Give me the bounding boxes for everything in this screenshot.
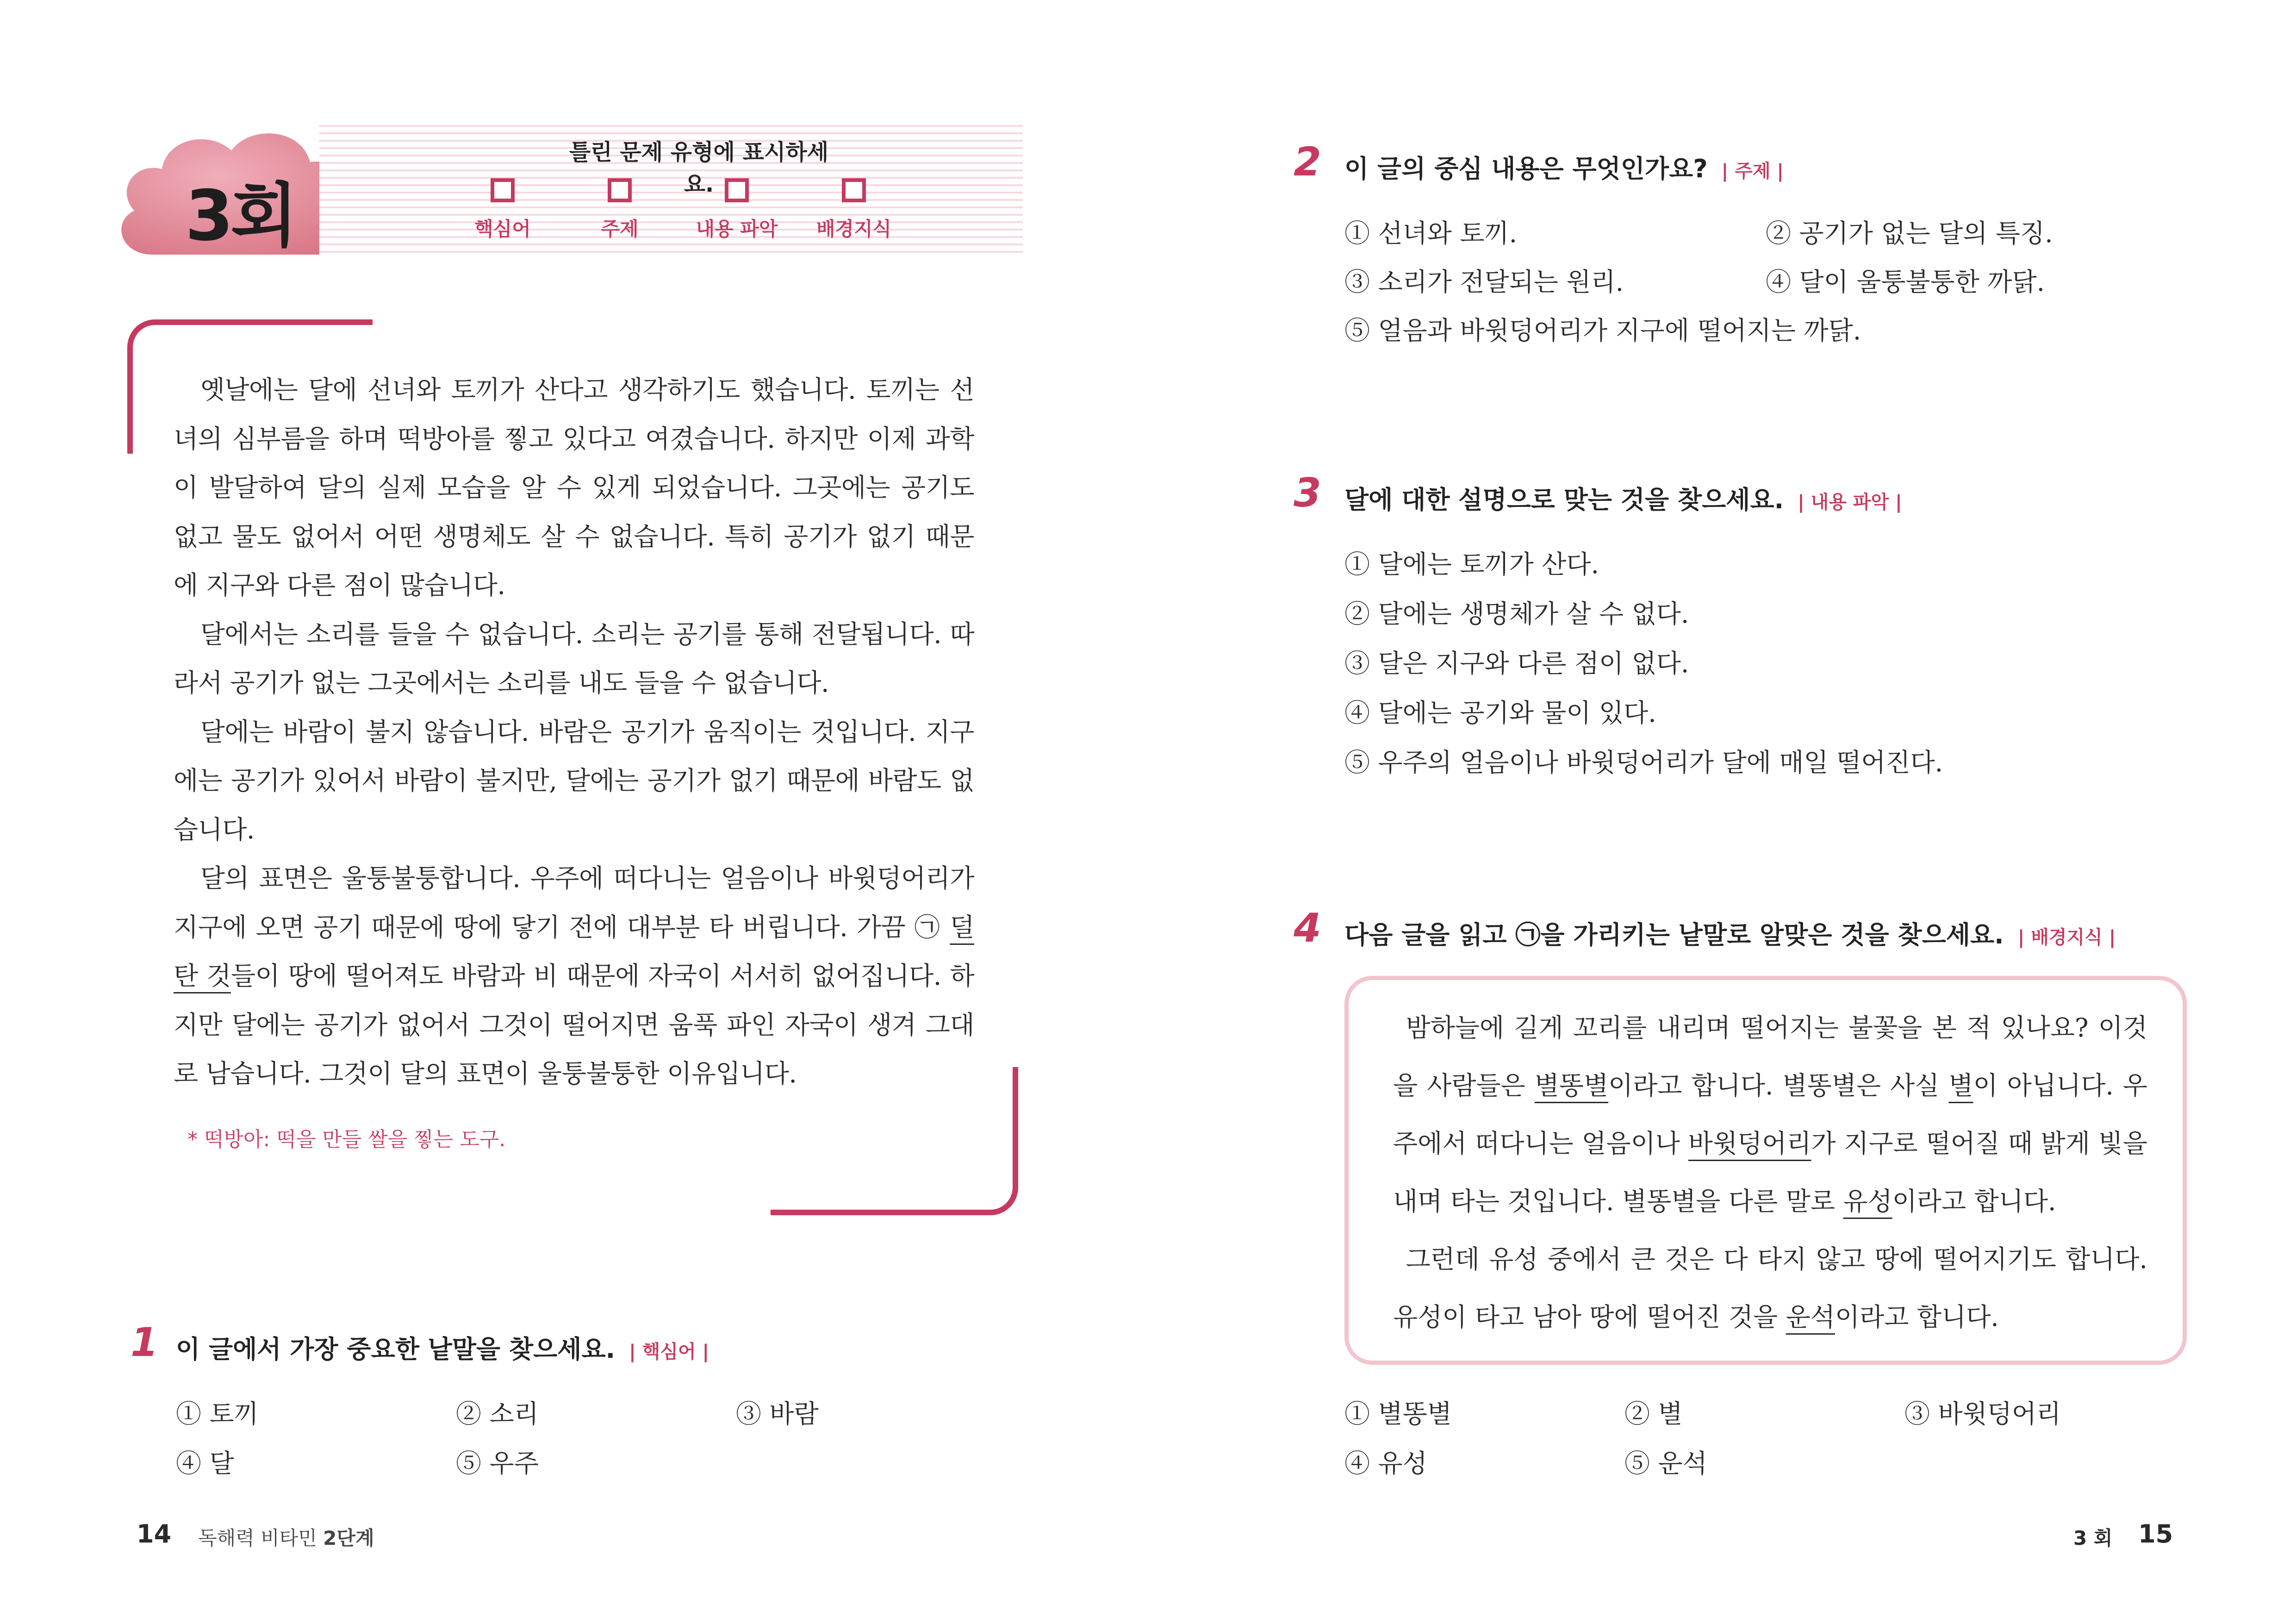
session-title: 3회: [185, 176, 295, 256]
option-item[interactable]: ④ 달이 울퉁불퉁한 까닭.: [1766, 267, 2045, 297]
question-prompt: 이 글의 중심 내용은 무엇인가요?: [1344, 154, 1708, 183]
target-phrase: 덜 탄 것: [174, 912, 974, 991]
underlined-word: 별똥별: [1534, 1071, 1609, 1100]
question-number: 2: [1294, 139, 1321, 185]
question-number: 3: [1294, 470, 1321, 516]
book-level: 2단계: [323, 1527, 374, 1549]
checkbox-background[interactable]: [842, 178, 866, 202]
option-item[interactable]: ① 토끼: [176, 1399, 259, 1429]
option-item[interactable]: ⑤ 운석: [1624, 1449, 1707, 1478]
question-prompt: 다음 글을 읽고 ㉠을 가리키는 낱말로 알맞은 것을 찾으세요.: [1344, 920, 2004, 949]
reading-passage: [174, 366, 974, 1099]
option-item[interactable]: ⑤ 우주의 얼음이나 바윗덩어리가 달에 매일 떨어진다.: [1344, 748, 1943, 777]
option-item[interactable]: ② 공기가 없는 달의 특징.: [1766, 219, 2053, 248]
question-text: [176, 1330, 709, 1365]
option-item[interactable]: ④ 달에는 공기와 물이 있다.: [1344, 698, 1656, 728]
book-title: [198, 1523, 374, 1551]
checkbox-keyword[interactable]: [491, 178, 515, 202]
checkbox-content[interactable]: [725, 178, 749, 202]
passage-paragraph: 달에서는 소리를 들을 수 없습니다. 소리는 공기를 통해 전달됩니다. 따라서 공기가 없는 그곳에서는 소리를 내도 들을 수 없습니다.: [174, 619, 974, 698]
reference-span: 그런데 유성 중에서 큰 것은 다 타지 않고 땅에 떨어지기도 합니다. 유성이 타고 남아 땅에 떨어진 것을: [1393, 1244, 2147, 1332]
question-prompt: 달에 대한 설명으로 맞는 것을 찾으세요.: [1344, 485, 1784, 514]
reference-span: 이라고 합니다. 별똥별은 사실: [1608, 1071, 1949, 1100]
reference-paragraph: [1393, 1230, 2147, 1346]
passage-text: 달의 표면은 울퉁불퉁합니다. 우주에 떠다니는 얼음이나 바윗덩어리가 지구에 오면 공기 때문에 땅에 닿기 전에 대부분 타 버립니다. 가끔 ㉠: [174, 863, 974, 942]
category-label-topic: 주제: [601, 218, 639, 240]
option-item[interactable]: ① 별똥별: [1344, 1399, 1452, 1429]
passage-text: 들이 땅에 떨어져도 바람과 비 때문에 자국이 서서히 없어집니다. 하지만 달에는 공기가 없어서 그것이 떨어지면 움푹 파인 자국이 생겨 그대로 남습니다. 그것이 달의 표면이 울퉁불퉁한 이유입니다.: [174, 961, 974, 1088]
option-item[interactable]: ② 별: [1624, 1399, 1683, 1429]
question-text: [1344, 480, 1902, 516]
reference-span: 밤하늘에 길게 꼬리를 내리며 떨어지는 불꽃을 본 적 있나요? 이것을 사람들은: [1393, 1013, 2147, 1100]
session-footer: 3 회: [2073, 1527, 2113, 1549]
option-item[interactable]: ③ 소리가 전달되는 원리.: [1344, 267, 1624, 297]
question-prompt: 이 글에서 가장 중요한 낱말을 찾으세요.: [176, 1335, 616, 1364]
passage-paragraph: 옛날에는 달에 선녀와 토끼가 산다고 생각하기도 했습니다. 토끼는 선녀의 심부름을 하며 떡방아를 찧고 있다고 여겼습니다. 하지만 이제 과학이 발달하여 달의 실제 모습을 알 수 있게 되었습니다. 그곳에는 공기도 없고 물도 없어서 어떤 생명체도 살 수 없습니다. 특히 공기가 없기 때문에 지구와 다른 점이 많습니다.: [174, 375, 974, 600]
underlined-word: 유성: [1843, 1187, 1892, 1216]
question-type-tag: | 배경지식 |: [2017, 927, 2116, 948]
checkbox-topic[interactable]: [608, 178, 632, 202]
reference-span: 이라고 합니다.: [1892, 1187, 2056, 1216]
option-item[interactable]: ③ 달은 지구와 다른 점이 없다.: [1344, 649, 1689, 678]
page-number-left: 14: [137, 1519, 172, 1549]
passage-paragraph: [174, 854, 974, 1099]
option-item[interactable]: ③ 바람: [736, 1399, 819, 1429]
mark-instruction: 틀린 문제 유형에 표시하세요.: [569, 139, 829, 197]
reference-paragraph: [1393, 999, 2147, 1230]
option-item[interactable]: ⑤ 우주: [456, 1449, 539, 1478]
footnote: * 떡방아: 떡을 만들 쌀을 찧는 도구.: [187, 1128, 506, 1151]
option-item[interactable]: ④ 달: [176, 1449, 234, 1478]
reference-span: 이 아닙니다. 우주에서 떠다니는 얼음이나: [1393, 1071, 2147, 1158]
option-item[interactable]: ⑤ 얼음과 바윗덩어리가 지구에 떨어지는 까닭.: [1344, 316, 1861, 345]
category-label-background: 배경지식: [816, 218, 892, 240]
underlined-word: 바윗덩어리: [1688, 1129, 1811, 1158]
reference-span: 이라고 합니다.: [1835, 1302, 1999, 1332]
passage-paragraph: 달에는 바람이 불지 않습니다. 바람은 공기가 움직이는 것입니다. 지구에는 공기가 있어서 바람이 불지만, 달에는 공기가 없기 때문에 바람도 없습니다.: [174, 717, 974, 844]
question-number: 4: [1294, 905, 1321, 951]
reference-span: 가 지구로 떨어질 때 밝게 빛을 내며 타는 것입니다. 별똥별을 다른 말로: [1393, 1129, 2147, 1216]
category-label-content: 내용 파악: [696, 218, 778, 240]
underlined-word: 운석: [1786, 1302, 1835, 1332]
question-number: 1: [131, 1319, 158, 1366]
option-item[interactable]: ① 선녀와 토끼.: [1344, 219, 1518, 248]
question-type-tag: | 내용 파악 |: [1798, 492, 1902, 513]
option-item[interactable]: ① 달에는 토끼가 산다.: [1344, 550, 1599, 579]
question-text: [1344, 915, 2116, 951]
reference-text: [1393, 999, 2147, 1346]
underlined-word: 별: [1948, 1071, 1973, 1100]
option-item[interactable]: ② 달에는 생명체가 살 수 없다.: [1344, 599, 1689, 629]
question-type-tag: | 핵심어 |: [629, 1341, 709, 1362]
option-item[interactable]: ④ 유성: [1344, 1449, 1427, 1478]
option-item[interactable]: ② 소리: [456, 1399, 539, 1429]
option-item[interactable]: ③ 바윗덩어리: [1904, 1399, 2061, 1429]
book-name: 독해력 비타민: [198, 1527, 317, 1549]
question-type-tag: | 주제 |: [1721, 161, 1784, 182]
question-text: [1344, 149, 1784, 185]
page-number-right: 15: [2138, 1519, 2173, 1549]
category-label-keyword: 핵심어: [474, 218, 531, 240]
